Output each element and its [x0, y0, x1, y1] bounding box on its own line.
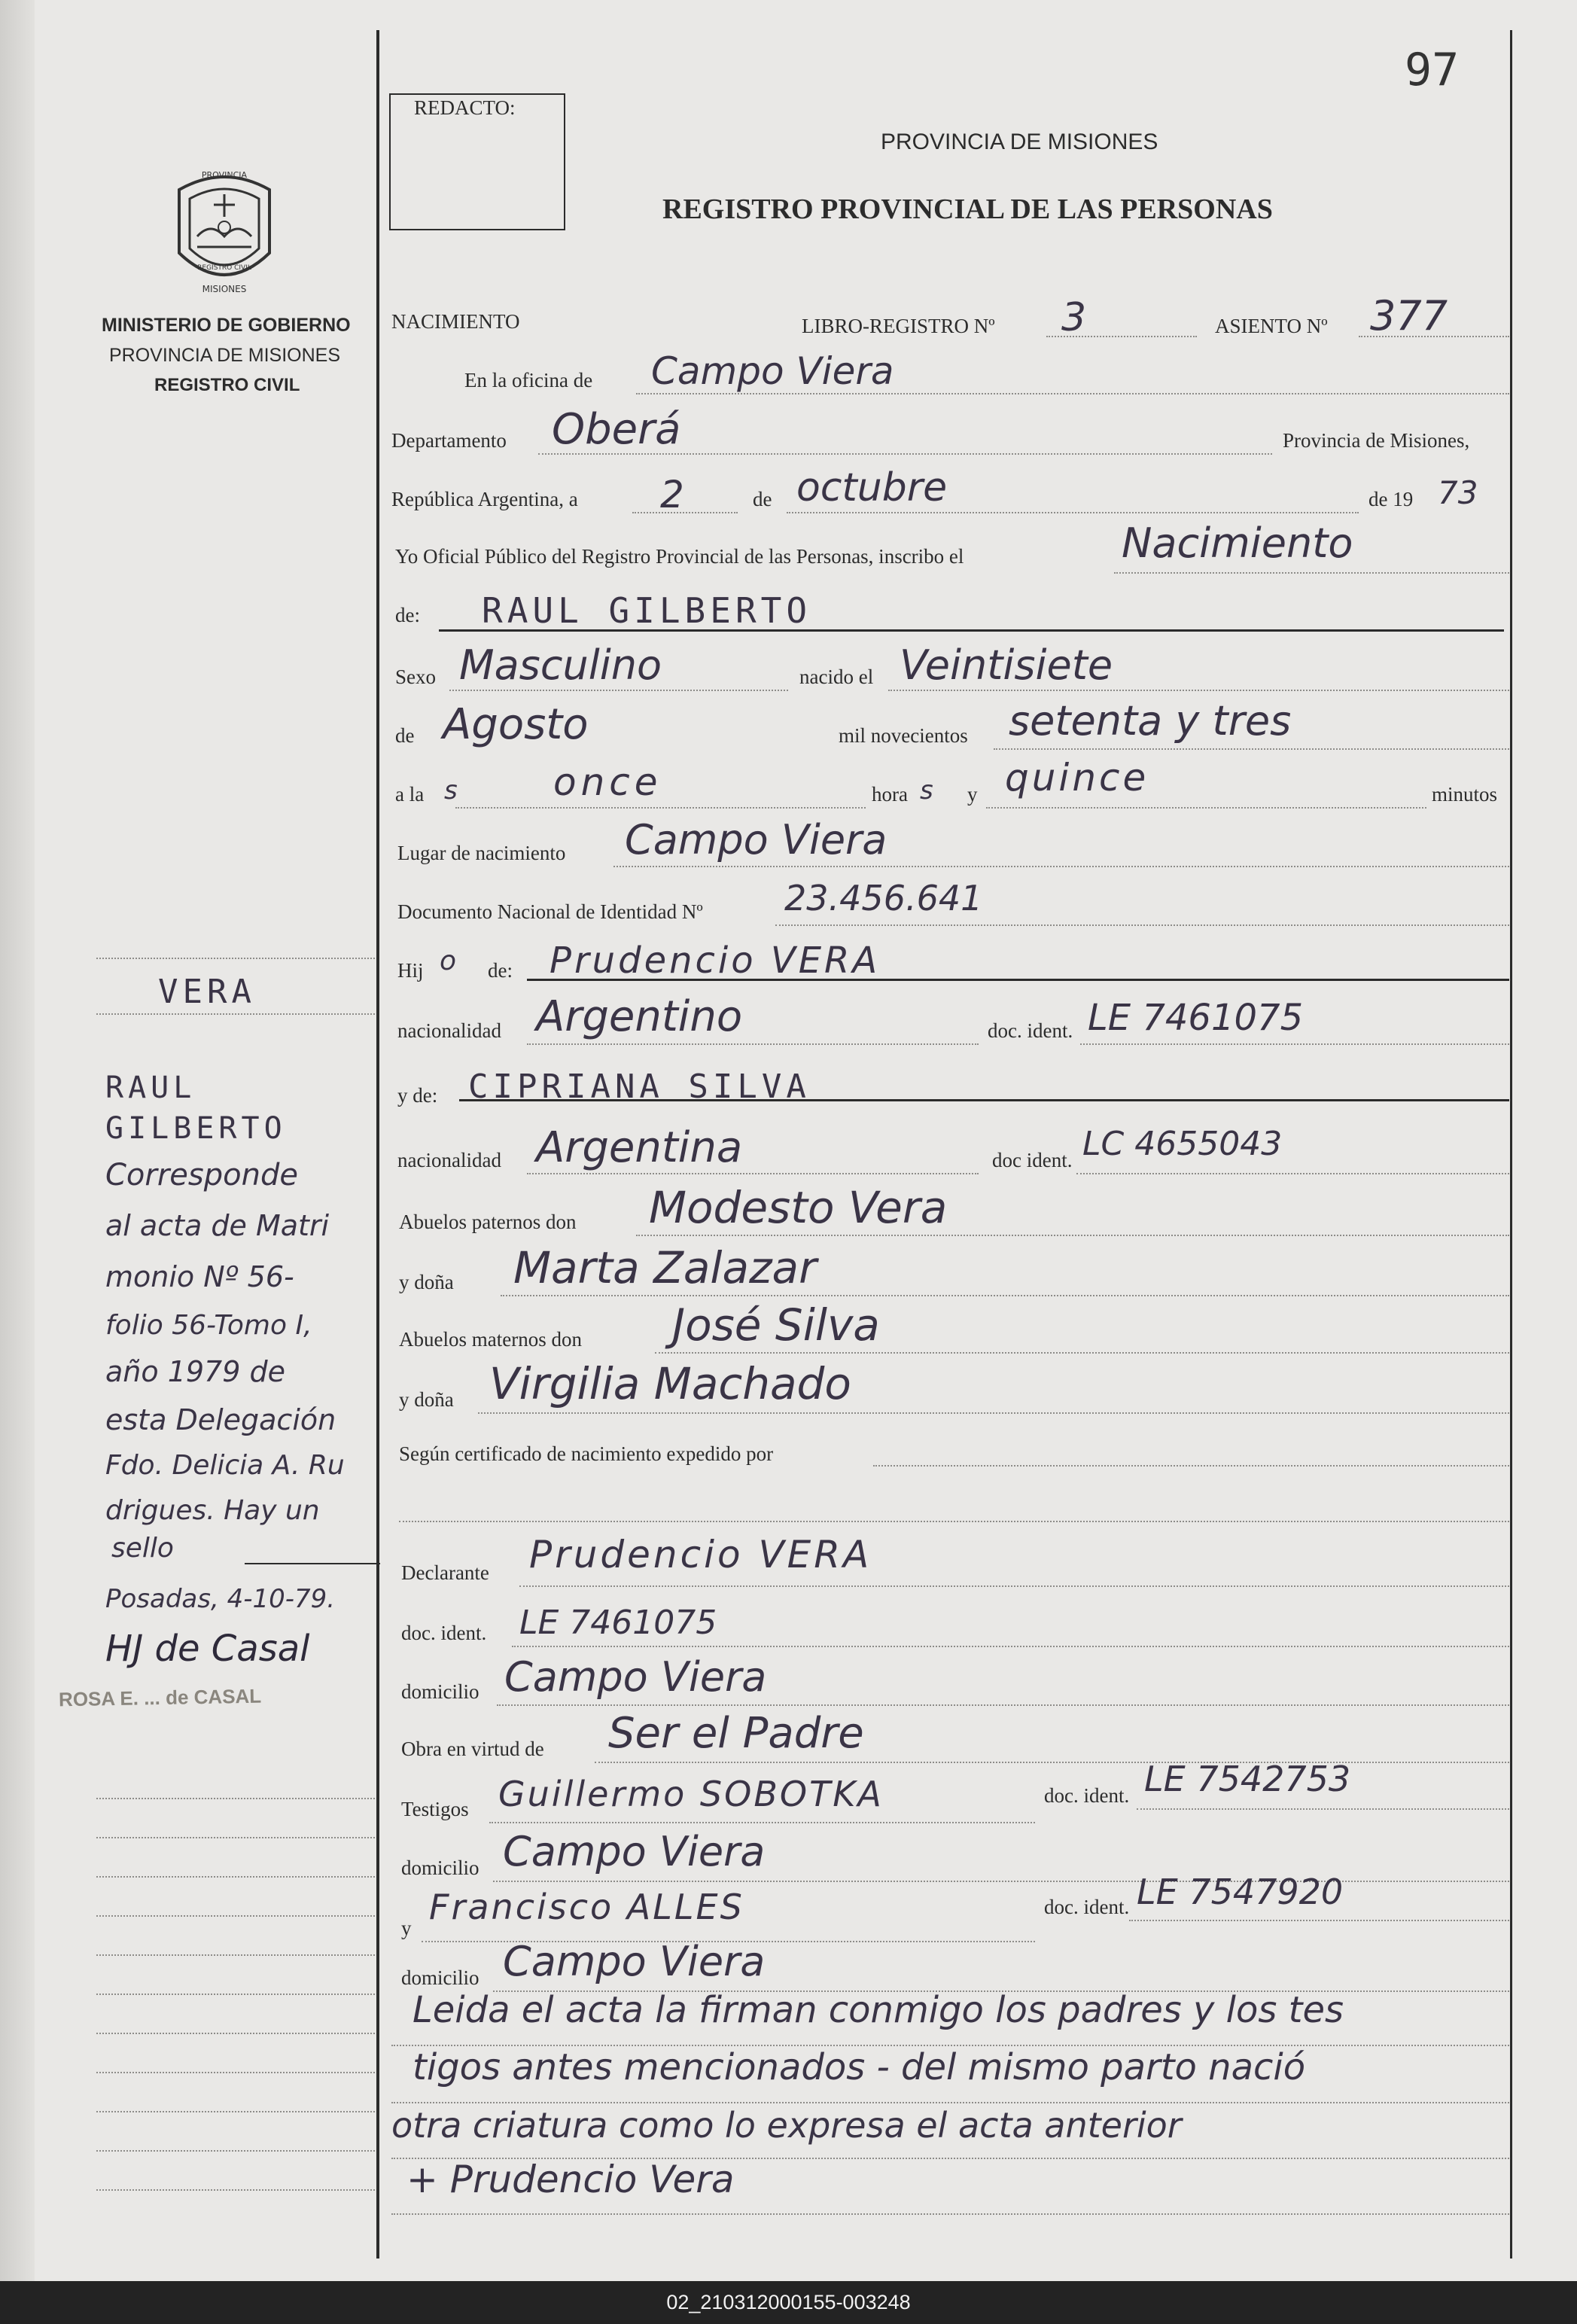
nacido-label: nacido el	[799, 666, 874, 688]
testigo2-doc-value: LE 7547920	[1137, 1872, 1344, 1912]
ministry-line-3: REGISTRO CIVIL	[154, 375, 300, 395]
testigo2-dom-label: domicilio	[401, 1966, 479, 1989]
abuela-mat-dots	[478, 1412, 1509, 1414]
closing-line-1: Leida el acta la firman conmigo los padres y los tes	[413, 1989, 1344, 2031]
libro-value: 3	[1061, 295, 1087, 340]
margin-note-3: monio Nº 56-	[105, 1260, 294, 1293]
declarante-label: Declarante	[401, 1561, 489, 1584]
margin-note-8: drigues. Hay un	[105, 1495, 320, 1526]
inscribo-dots	[1114, 572, 1509, 574]
dia-value: 2	[660, 473, 684, 516]
margin-line-b	[96, 1837, 375, 1838]
abuelos-pat-label: Abuelos paternos don	[399, 1211, 577, 1233]
horas-suffix: s	[920, 775, 933, 806]
margin-line-top	[96, 958, 375, 959]
closing-dots-2	[391, 2102, 1509, 2103]
hijo-de-label: de:	[488, 959, 513, 982]
doc-ident-t1-label: doc. ident.	[1044, 1784, 1130, 1807]
margin-note-4: folio 56-Tomo I,	[105, 1310, 312, 1341]
de-mes-label: de	[395, 724, 415, 747]
obra-label: Obra en virtud de	[401, 1738, 544, 1760]
nacionalidad-label-2: nacionalidad	[397, 1149, 501, 1171]
doc-ident-label-2: doc ident.	[992, 1149, 1073, 1171]
testigo1-value: Guillermo SOBOTKA	[498, 1774, 884, 1814]
departamento-label: Departamento	[391, 429, 507, 452]
hora-value: once	[553, 760, 662, 804]
y-de-label: y de:	[397, 1084, 438, 1107]
sexo-value: Masculino	[459, 641, 662, 689]
anio-value: 73	[1438, 474, 1478, 511]
mes-value: octubre	[796, 465, 948, 510]
margin-surname: VERA	[158, 973, 256, 1011]
nombre-value: RAUL GILBERTO	[482, 590, 812, 631]
oficina-dots	[636, 393, 1509, 394]
decl-dom-dots	[497, 1704, 1509, 1706]
republica-label: República Argentina, a	[391, 488, 578, 510]
lugar-dots	[613, 866, 1509, 867]
binding-edge	[0, 0, 35, 2281]
padre-doc-dots	[1080, 1043, 1509, 1045]
margin-note-5: año 1979 de	[105, 1355, 285, 1388]
abuelo-pat-dots	[636, 1235, 1509, 1236]
ministry-line-2: PROVINCIA DE MISIONES	[109, 345, 341, 366]
decl-dom-value: Campo Viera	[504, 1653, 767, 1701]
testigo1-dots	[489, 1822, 1035, 1823]
testigo2-value: Francisco ALLES	[429, 1887, 744, 1927]
margin-note-6: esta Delegación	[105, 1403, 336, 1436]
nacimiento-label: NACIMIENTO	[391, 310, 520, 333]
seal-band-text: REGISTRO CIVIL	[197, 264, 251, 272]
oficial-label: Yo Oficial Público del Registro Provincial de las Personas, inscribo el	[395, 545, 964, 568]
libro-label: LIBRO-REGISTRO Nº	[802, 315, 995, 337]
nacido-mes-value: Agosto	[443, 700, 589, 749]
decl-doc-value: LE 7461075	[519, 1604, 717, 1642]
abuelo-mat-value: José Silva	[672, 1299, 880, 1351]
testigo1-doc-value: LE 7542753	[1144, 1759, 1351, 1799]
margin-line-d	[96, 1915, 375, 1917]
oficina-value: Campo Viera	[651, 349, 894, 393]
lugar-value: Campo Viera	[625, 816, 887, 864]
nacido-dots	[888, 690, 1509, 691]
lugar-label: Lugar de nacimiento	[397, 842, 566, 864]
oficina-label: En la oficina de	[464, 369, 593, 391]
nacionalidad-label-1: nacionalidad	[397, 1019, 501, 1042]
dni-label: Documento Nacional de Identidad Nº	[397, 900, 703, 923]
mil-value: setenta y tres	[1009, 697, 1292, 745]
decl-doc-dots	[512, 1646, 1509, 1647]
segun-label: Según certificado de nacimiento expedido por	[399, 1442, 774, 1465]
registry-title: REGISTRO PROVINCIAL DE LAS PERSONAS	[662, 193, 1273, 225]
madre-nac-dots	[527, 1173, 979, 1174]
mil-label: mil novecientos	[839, 724, 968, 747]
margin-line-k	[96, 2189, 375, 2191]
abuela-pat-value: Marta Zalazar	[513, 1242, 817, 1293]
asiento-dots	[1359, 336, 1509, 337]
provincia-label: Provincia de Misiones,	[1283, 429, 1470, 452]
margin-line-a	[96, 1798, 375, 1799]
madre-value: CIPRIANA SILVA	[468, 1068, 811, 1106]
abuela-pat-dots	[501, 1295, 1509, 1296]
declarante-dots	[519, 1585, 1509, 1587]
y-t2-label: y	[401, 1917, 412, 1939]
departamento-value: Oberá	[552, 405, 681, 454]
segun-dots-2	[399, 1521, 1509, 1522]
ministry-line-1: MINISTERIO DE GOBIERNO	[102, 315, 351, 336]
closing-line-4: + Prudencio Vera	[406, 2158, 735, 2201]
testigo2-dom-value: Campo Viera	[503, 1938, 766, 1985]
padre-nac-value: Argentino	[536, 992, 743, 1041]
de-name-label: de:	[395, 604, 420, 626]
seal-bottom-text: MISIONES	[202, 284, 247, 294]
padre-nac-dots	[527, 1043, 979, 1045]
y-dona-label-1: y doña	[399, 1271, 454, 1293]
right-frame-line	[1510, 30, 1512, 2259]
scan-id-footer: 02_210312000155-003248	[0, 2281, 1577, 2324]
margin-signature: HJ de Casal	[105, 1628, 310, 1670]
asiento-label: ASIENTO Nº	[1215, 315, 1328, 337]
y-dona-label-2: y doña	[399, 1388, 454, 1411]
testigos-label: Testigos	[401, 1798, 469, 1820]
closing-dots-4	[391, 2213, 1509, 2215]
sexo-dots	[449, 690, 788, 691]
minutos-label: minutos	[1432, 783, 1498, 806]
hijo-label: Hij	[397, 959, 424, 982]
minutos-dots	[986, 807, 1426, 809]
departamento-dots	[538, 453, 1272, 455]
dia-dots	[632, 512, 738, 513]
abuelo-pat-value: Modesto Vera	[649, 1182, 948, 1233]
padre-underline	[527, 979, 1509, 981]
sexo-label: Sexo	[395, 666, 436, 688]
margin-note-1: Corresponde	[105, 1158, 298, 1192]
closing-line-3: otra criatura como lo expresa el acta anterior	[391, 2105, 1182, 2146]
alas-label: a la	[395, 783, 425, 806]
margin-note-9: sello	[111, 1533, 174, 1564]
margin-note-7: Fdo. Delicia A. Ru	[105, 1450, 345, 1481]
nacido-value: Veintisiete	[900, 641, 1113, 689]
coat-of-arms-seal	[164, 164, 285, 300]
testigo1-doc-dots	[1137, 1808, 1509, 1810]
margin-line-surname	[96, 1013, 375, 1015]
alas-suffix: s	[444, 775, 458, 806]
margin-line-e	[96, 1954, 375, 1956]
margin-line-c	[96, 1876, 375, 1878]
madre-doc-value: LC 4655043	[1082, 1125, 1283, 1163]
redacto-label: REDACTO:	[414, 96, 516, 119]
nombre-underline	[439, 629, 1504, 632]
margin-line-f	[96, 1994, 375, 1995]
obra-dots	[595, 1762, 1509, 1763]
testigo2-doc-dots	[1129, 1920, 1509, 1921]
inscribo-value: Nacimiento	[1122, 519, 1353, 567]
decl-doc-label: doc. ident.	[401, 1622, 487, 1644]
declarante-value: Prudencio VERA	[529, 1533, 872, 1576]
testigo1-dom-dots	[493, 1881, 1509, 1882]
closing-line-2: tigos antes mencionados - del mismo parto nació	[413, 2046, 1306, 2088]
margin-line-h	[96, 2072, 375, 2073]
padre-value: Prudencio VERA	[550, 940, 881, 982]
minutos-value: quince	[1005, 756, 1149, 800]
horas-label: hora	[872, 783, 908, 806]
madre-doc-dots	[1076, 1173, 1509, 1174]
madre-underline	[459, 1099, 1509, 1101]
decl-dom-label: domicilio	[401, 1680, 479, 1703]
abuelos-mat-label: Abuelos maternos don	[399, 1328, 582, 1351]
margin-stamp: ROSA E. ... de CASAL	[58, 1684, 262, 1711]
margin-note-underline	[245, 1563, 380, 1564]
testigo1-dom-label: domicilio	[401, 1856, 479, 1879]
margin-line-g	[96, 2033, 375, 2034]
y-label: y	[967, 783, 978, 806]
doc-ident-t2-label: doc. ident.	[1044, 1896, 1130, 1918]
seal-top-text: PROVINCIA	[201, 170, 248, 180]
madre-nac-value: Argentina	[536, 1123, 743, 1172]
segun-dots	[873, 1465, 1509, 1467]
padre-doc-value: LE 7461075	[1088, 997, 1304, 1039]
left-frame-line	[376, 30, 379, 2259]
mes-dots	[787, 512, 1359, 513]
hora-dots	[455, 807, 866, 809]
margin-note-2: al acta de Matri	[105, 1209, 330, 1242]
anio-label: de 19	[1368, 488, 1414, 510]
margin-date: Posadas, 4-10-79.	[105, 1584, 336, 1614]
hijo-suffix: o	[440, 946, 457, 976]
libro-dots	[1046, 336, 1197, 337]
testigo1-dom-value: Campo Viera	[503, 1828, 766, 1875]
mil-dots	[994, 748, 1509, 750]
obra-value: Ser el Padre	[608, 1709, 864, 1758]
abuelo-mat-dots	[655, 1352, 1509, 1354]
dni-value: 23.456.641	[784, 878, 983, 918]
dni-dots	[775, 924, 1509, 926]
margin-line-j	[96, 2150, 375, 2152]
abuela-mat-value: Virgilia Machado	[489, 1358, 851, 1409]
page-number: 97	[1405, 44, 1460, 96]
province-header: PROVINCIA DE MISIONES	[881, 129, 1158, 154]
margin-names: RAUL GILBERTO	[105, 1071, 287, 1146]
doc-ident-label-1: doc. ident.	[988, 1019, 1073, 1042]
de-label: de	[753, 488, 772, 510]
asiento-value: 377	[1370, 292, 1448, 340]
margin-line-i	[96, 2111, 375, 2112]
